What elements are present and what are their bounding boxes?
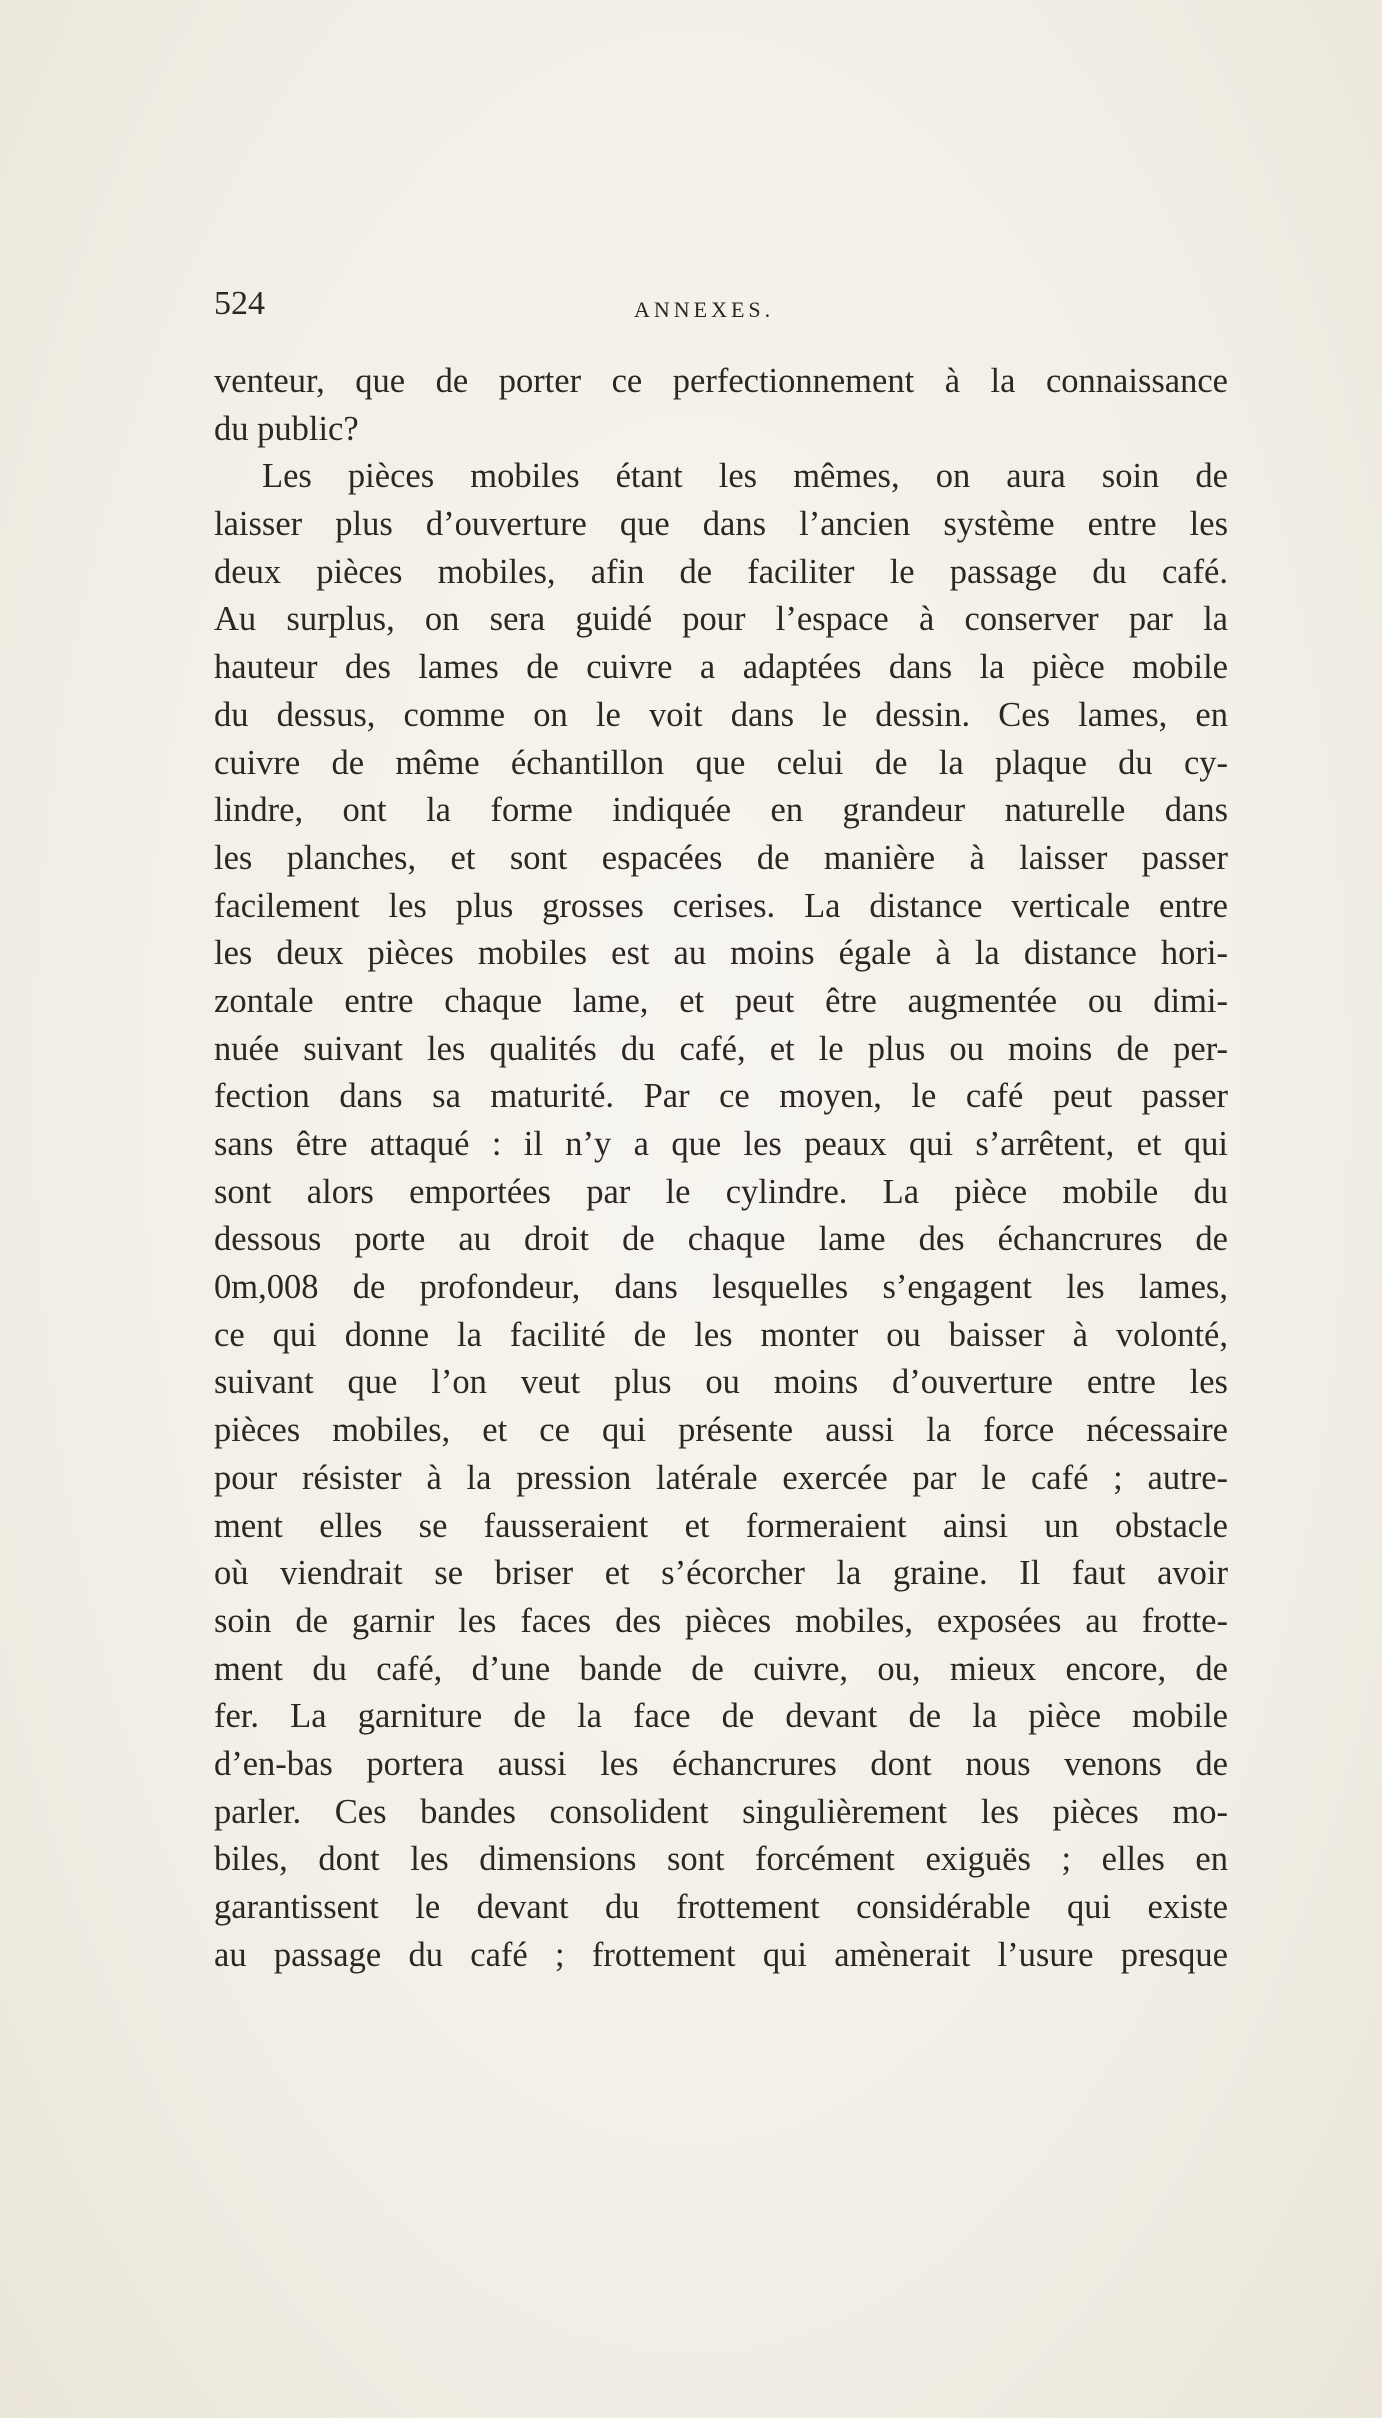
- text-line: suivant que l’on veut plus ou moins d’ouverture entre les: [214, 1363, 1228, 1402]
- text-line: garantissent le devant du frottement considérable qui existe: [214, 1888, 1228, 1926]
- text-line: où viendrait se briser et s’écorcher la graine. Il faut avoir: [214, 1554, 1228, 1593]
- text-line: hauteur des lames de cuivre a adaptées dans la pièce mobile: [214, 648, 1228, 687]
- text-line: du dessus, comme on le voit dans le dessin. Ces lames, en: [214, 695, 1228, 734]
- text-line: 0m,008 de profondeur, dans lesquelles s’engagent les lames,: [214, 1268, 1228, 1307]
- page-number: 524: [214, 285, 265, 322]
- text-line: venteur, que de porter ce perfectionnement à la connaissance: [214, 362, 1228, 400]
- text-line: deux pièces mobiles, afin de faciliter le passage du café.: [214, 552, 1228, 591]
- running-head: ANNEXES.: [634, 297, 775, 322]
- text-line: nuée suivant les qualités du café, et le plus ou moins de per-: [214, 1029, 1228, 1068]
- text-line: les deux pièces mobiles est au moins égale à la distance hori-: [214, 934, 1228, 973]
- text-line: ce qui donne la facilité de les monter ou baisser à volonté,: [214, 1315, 1228, 1354]
- text-line: les planches, et sont espacées de manière à laisser passer: [214, 838, 1228, 877]
- text-line: soin de garnir les faces des pièces mobiles, exposées au frotte-: [214, 1601, 1228, 1640]
- text-line: facilement les plus grosses cerises. La distance verticale entre: [214, 886, 1228, 925]
- text-line: Au surplus, on sera guidé pour l’espace à conserver par la: [214, 600, 1228, 639]
- text-line: biles, dont les dimensions sont forcément exiguës ; elles en: [214, 1840, 1228, 1879]
- text-line: ment du café, d’une bande de cuivre, ou, mieux encore, de: [214, 1649, 1228, 1688]
- text-line: fection dans sa maturité. Par ce moyen, le café peut passer: [214, 1077, 1228, 1116]
- text-line: fer. La garniture de la face de devant de la pièce mobile: [214, 1697, 1228, 1736]
- text-line: pour résister à la pression latérale exercée par le café ; autre-: [214, 1458, 1228, 1497]
- text-line: lindre, ont la forme indiquée en grandeur naturelle dans: [214, 791, 1228, 830]
- text-line: laisser plus d’ouverture que dans l’ancien système entre les: [214, 505, 1228, 544]
- text-line: ment elles se fausseraient et formeraient ainsi un obstacle: [214, 1506, 1228, 1545]
- body-text: [214, 358, 1228, 1979]
- text-line: au passage du café ; frottement qui amènerait l’usure presque: [214, 1935, 1228, 1974]
- text-line: d’en-bas portera aussi les échancrures dont nous venons de: [214, 1744, 1228, 1783]
- page-header: [214, 285, 1228, 335]
- text-line: sont alors emportées par le cylindre. La pièce mobile du: [214, 1172, 1228, 1211]
- text-line: parler. Ces bandes consolident singulièrement les pièces mo-: [214, 1792, 1228, 1831]
- text-line: du public?: [214, 409, 359, 448]
- text-line: sans être attaqué : il n’y a que les peaux qui s’arrêtent, et qui: [214, 1125, 1228, 1163]
- text-line: Les pièces mobiles étant les mêmes, on aura soin de: [262, 457, 1228, 496]
- text-line: pièces mobiles, et ce qui présente aussi la force nécessaire: [214, 1411, 1228, 1450]
- text-line: cuivre de même échantillon que celui de la plaque du cy-: [214, 743, 1228, 782]
- text-line: zontale entre chaque lame, et peut être augmentée ou dimi-: [214, 981, 1228, 1020]
- text-line: dessous porte au droit de chaque lame des échancrures de: [214, 1220, 1228, 1259]
